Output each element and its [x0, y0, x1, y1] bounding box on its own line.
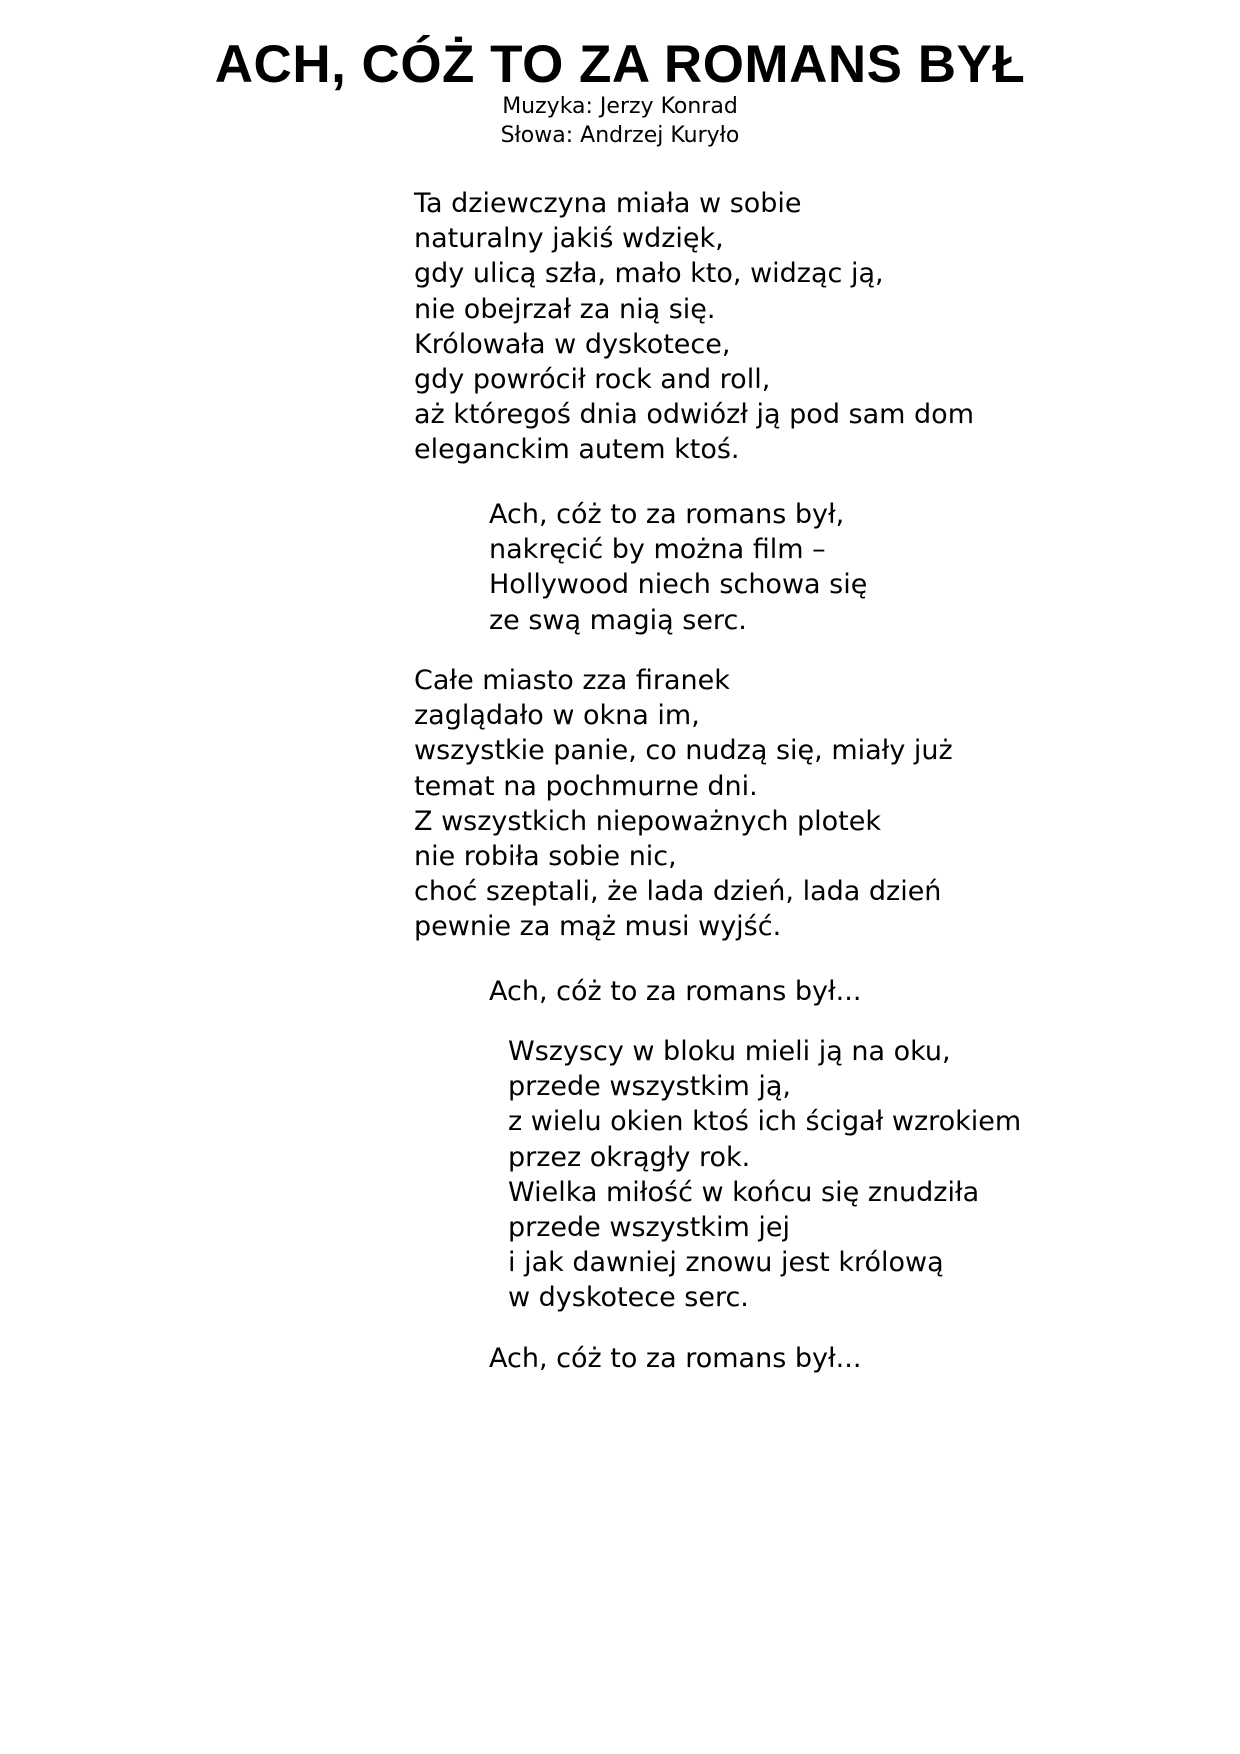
chorus-line: Ach, cóż to za romans był... [489, 1343, 862, 1374]
verse-line: wszystkie panie, co nudzą się, miały już [414, 735, 953, 767]
music-credit: Muzyka: Jerzy Konrad [502, 94, 738, 119]
verse-line: eleganckim autem ktoś. [414, 434, 740, 466]
verse-line: Wszyscy w bloku mieli ją na oku, [508, 1036, 951, 1067]
verse-line: nie robiła sobie nic, [414, 841, 677, 873]
verse-1 [414, 186, 974, 468]
verse-3 [508, 1034, 1021, 1316]
verse-line: gdy powrócił rock and roll, [414, 364, 771, 396]
verse-line: Z wszystkich niepoważnych plotek [414, 805, 882, 837]
verse-line: i jak dawniej znowu jest królową [508, 1247, 944, 1279]
credits [0, 92, 1240, 150]
verse-line: choć szeptali, że lada dzień, lada dzień [414, 876, 942, 908]
verse-line: pewnie za mąż musi wyjść. [414, 911, 782, 943]
verse-line: Ta dziewczyna miała w sobie [414, 188, 802, 219]
chorus-line: ze swą magią serc. [489, 604, 747, 636]
verse-2 [414, 663, 953, 945]
verse-line: przez okrągły rok. [508, 1141, 751, 1173]
verse-line: nie obejrzał za nią się. [414, 293, 716, 325]
chorus-repeat [489, 1341, 861, 1376]
lyrics-credit: Słowa: Andrzej Kuryło [500, 123, 740, 148]
verse-line: Wielka miłość w końcu się znudziła [508, 1176, 980, 1208]
chorus-line: Ach, cóż to za romans był... [489, 976, 862, 1007]
song-title: ACH, CÓŻ TO ZA ROMANS BYŁ [214, 35, 1026, 94]
verse-line: przede wszystkim jej [508, 1212, 790, 1244]
verse-line: przede wszystkim ją, [508, 1071, 791, 1103]
verse-line: zaglądało w okna im, [414, 700, 700, 732]
verse-line: Całe miasto zza firanek [414, 665, 730, 696]
chorus-line: Hollywood niech schowa się [489, 569, 868, 601]
chorus [489, 497, 867, 638]
verse-line: naturalny jakiś wdzięk, [414, 223, 724, 255]
verse-line: w dyskotece serc. [508, 1282, 749, 1314]
chorus-repeat [489, 974, 861, 1009]
verse-line: gdy ulicą szła, mało kto, widząc ją, [414, 258, 884, 290]
verse-line: z wielu okien ktoś ich ścigał wzrokiem [508, 1106, 1022, 1138]
verse-line: Królowała w dyskotece, [414, 328, 731, 360]
chorus-line: nakręcić by można film – [489, 534, 826, 566]
verse-line: temat na pochmurne dni. [414, 770, 758, 802]
chorus-line: Ach, cóż to za romans był, [489, 499, 845, 530]
verse-line: aż któregoś dnia odwiózł ją pod sam dom [414, 399, 974, 431]
